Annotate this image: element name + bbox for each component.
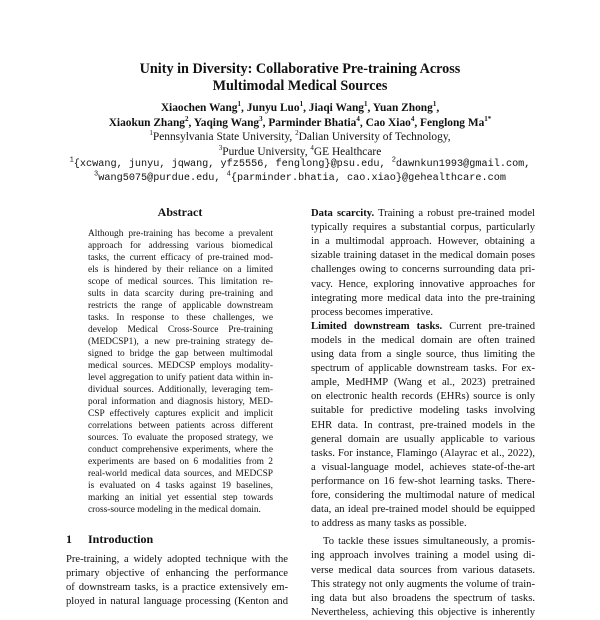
line-text: using data from a single source, thus limiting the	[311, 349, 535, 360]
right-column-line	[311, 535, 535, 549]
right-column-line	[311, 320, 535, 334]
affiliation-text: Dalian University of Technology,	[298, 131, 451, 143]
author-name: Fenglong Ma	[420, 117, 485, 129]
abstract-line: level aggregation to unify patient data within in-	[88, 373, 273, 383]
section-heading-introduction	[66, 532, 153, 546]
abstract-line: scope of medical sources. This limitation re-	[88, 277, 273, 287]
affiliation-sup: 1	[149, 129, 153, 138]
line-text: suitable for predictive modeling tasks involving	[311, 405, 535, 417]
right-column-line	[311, 263, 535, 277]
abstract-line: signed to bridge the gap between multimodal	[88, 349, 273, 359]
author-name: Jiaqi Wang	[308, 102, 364, 114]
abstract-line: poral information and diagnosis history, MED-	[88, 397, 273, 407]
abstract-line: CSP effectively captures explicit and implicit	[88, 409, 273, 419]
paragraph-lead: Data scarcity.	[311, 208, 375, 219]
line-text: verse medical data sources from various datasets.	[311, 564, 535, 576]
abstract-line: medical sources. MEDCSP employs modality-	[88, 361, 273, 371]
line-text: in a multimodal approach. However, obtaining a	[311, 236, 535, 248]
abstract-line: experiments are based on 6 modalities from 2	[88, 457, 273, 467]
right-column-line	[311, 334, 535, 348]
abstract-line: tasks, the current efficacy of pre-trained mod-	[88, 253, 273, 263]
author-name: Yaqing Wang	[193, 117, 260, 129]
line-text: typically requires a substantial corpus, particularly	[311, 222, 535, 234]
affiliation-sup: 4	[310, 144, 314, 153]
right-column-line	[311, 549, 535, 563]
right-column-line	[311, 404, 535, 418]
line-text: Current pre-trained	[442, 320, 535, 332]
right-column-line	[311, 503, 535, 517]
email-text: wang5075@purdue.edu,	[98, 173, 227, 184]
author-sup: 1*	[484, 115, 492, 124]
abstract-line: sources. To evaluate the proposed strategy, we	[88, 433, 273, 443]
paper-title-line-1: Unity in Diversity: Collaborative Pre-training Across	[139, 61, 461, 77]
line-text: ing approach involves training a model using di-	[311, 550, 535, 562]
author-name: Xiaokun Zhang	[108, 117, 185, 129]
abstract-line: real-world medical data sources, and MEDCSP	[88, 469, 273, 479]
abstract-line: develop Medical Cross-Source Pre-training	[88, 325, 273, 335]
right-column-line	[311, 278, 535, 292]
line-text: vacy. Hence, exploring innovative approaches for	[311, 278, 535, 290]
email-sup: 1	[69, 156, 74, 165]
paragraph-lead: Limited downstream tasks.	[311, 320, 443, 332]
right-column-line	[311, 475, 535, 489]
email-sup: 2	[391, 156, 396, 165]
line-text: This strategy not only augments the volume of train-	[311, 578, 535, 590]
line-text: sizable training dataset in the medical domain poses	[311, 250, 535, 262]
authors-line-1: Xiaochen Wang$^1$, Junyu Luo$^1$, Jiaqi Wang$^1$, Yuan Zhong$^1$,	[160, 100, 440, 114]
abstract-line: tasks. In response to these challenges, we	[88, 313, 273, 323]
right-column-line	[311, 348, 535, 362]
right-column-line	[311, 376, 535, 390]
abstract-line: restricts the range of applicable downstream	[88, 301, 273, 311]
line-text: general domain are usually applicable to various	[311, 433, 535, 445]
section-title: Introduction	[88, 532, 154, 546]
email-sup: 3	[94, 170, 99, 179]
author-sup: 1	[237, 100, 242, 109]
author-name: Parminder Bhatia	[268, 117, 357, 129]
line-text: Nevertheless, achieving this objective is inherently	[311, 606, 535, 618]
right-column-line	[311, 390, 535, 404]
line-text: ing data but also broadens the spectrum of tasks.	[311, 592, 535, 604]
right-column-line	[311, 235, 535, 249]
paper-title-line-2: Multimodal Medical Sources	[212, 78, 388, 94]
email-text: {xcwang, junyu, jqwang, yfz5556, fenglong}@psu.edu,	[73, 159, 392, 170]
abstract-line: (MEDCSP1), a new pre-training strategy de-	[88, 337, 273, 347]
line-text: fore, considering the multimodal nature of medical	[311, 490, 535, 501]
right-column-line	[311, 433, 535, 447]
right-column-line	[311, 221, 535, 235]
right-column-line	[311, 419, 535, 433]
introduction-line: ployed in natural language processing (Kenton and	[66, 596, 288, 607]
abstract-line: els is hindered by their reliance on a limited	[88, 265, 273, 275]
abstract-line: sults in data scarcity during pre-training and	[88, 289, 273, 299]
authors-line-2: Xiaokun Zhang$^2$, Yaqing Wang$^3$, Parminder Bhatia$^4$, Cao Xiao$^4$, Fenglong $Ma^{1*}$	[108, 115, 492, 129]
line-text: to address as many tasks as possible.	[311, 518, 467, 530]
author-name: Junyu Luo	[246, 102, 300, 114]
right-column-line	[311, 578, 535, 592]
abstract-line: marking an initial yet essential step towards	[88, 493, 273, 503]
affiliation-text: Purdue University,	[222, 146, 311, 158]
author-name: Yuan Zhong	[372, 102, 433, 114]
affiliation-text: GE Healthcare	[313, 146, 382, 158]
author-sup: 4	[410, 115, 415, 124]
author-sup: 4	[356, 115, 360, 124]
email-sup: 4	[226, 170, 231, 179]
right-column-line	[311, 447, 535, 461]
right-column-line	[311, 592, 535, 606]
affiliation-text: Pennsylvania State University,	[152, 131, 296, 143]
affiliations-line-2	[0, 145, 600, 159]
line-text: models in the medical domain are often trained	[311, 334, 535, 346]
abstract-line: conduct comprehensive experiments, where the	[88, 445, 273, 455]
abstract-line: correlations between patients across different	[88, 421, 273, 431]
line-text: performance on 16 few-shot learning tasks. There-	[311, 475, 535, 487]
abstract-line: Although pre-training has become a prevalent	[88, 229, 273, 239]
emails-line-1	[0, 158, 600, 172]
right-column-line	[311, 564, 535, 578]
right-column-line	[311, 362, 535, 376]
line-text: process becomes imperative.	[311, 306, 434, 318]
right-column-line	[311, 207, 535, 221]
introduction-line: primary objective of enhancing the performance	[66, 568, 288, 579]
author-name: Cao Xiao	[365, 117, 411, 129]
right-column-line	[311, 489, 535, 503]
line-text: integrating more medical data into the pre-training	[311, 292, 535, 304]
emails-line-2	[0, 172, 600, 186]
abstract-line: cross-source modeling in the medical domain.	[88, 505, 261, 515]
section-number: 1	[66, 532, 72, 546]
abstract-line: is evaluated on 4 tasks against 19 baselines,	[88, 481, 273, 491]
author-sup: 1	[432, 100, 437, 109]
line-text: EHR data. In contrast, pre-trained models in the	[311, 419, 535, 431]
right-column-line	[311, 249, 535, 263]
line-text: data, an ideal pre-trained model should be equipped	[311, 504, 535, 516]
author-sup: 3	[259, 115, 263, 124]
author-sup: 1	[299, 100, 304, 109]
right-column-line	[311, 606, 535, 620]
right-column-line	[311, 306, 535, 320]
author-sup: 2	[185, 115, 189, 124]
affiliation-sup: 3	[218, 144, 223, 153]
email-text: dawnkun1993@gmail.com,	[395, 159, 531, 170]
abstract-line: approach for addressing various biomedical	[88, 241, 273, 251]
affiliations-line-1	[0, 130, 600, 144]
line-text: on electronic health records (EHRs) source is only	[311, 391, 535, 403]
line-text: Training a robust pre-trained model	[374, 208, 535, 219]
abstract-heading: Abstract	[157, 205, 203, 219]
introduction-line: of downstream tasks, is a practice extensively em-	[66, 582, 288, 593]
line-text: challenges owing to concerns surrounding data pri-	[311, 264, 535, 276]
right-column-line	[311, 461, 535, 475]
affiliation-sup: 2	[295, 129, 299, 138]
author-sup: 1	[363, 100, 368, 109]
email-text: {parminder.bhatia, cao.xiao}@gehealthcare.com	[230, 173, 506, 184]
line-text: a visual-language model, achieves state-of-the-art	[311, 461, 535, 473]
line-text: spectrum of applicable downstream tasks. For ex-	[311, 363, 535, 375]
line-text: To tackle these issues simultaneously, a promis-	[323, 536, 535, 548]
right-column-line	[311, 517, 535, 531]
abstract-line: dividual sources. Additionally, leveraging tem-	[88, 385, 273, 395]
introduction-line: Pre-training, a widely adopted technique with the	[66, 554, 288, 565]
line-text: ample, MedHMP (Wang et al., 2023) pretrained	[311, 377, 535, 389]
line-text: tasks. For instance, Flamingo (Alayrac et al., 2022),	[311, 447, 535, 459]
author-name: Xiaochen Wang	[160, 102, 238, 114]
right-column-line	[311, 292, 535, 306]
